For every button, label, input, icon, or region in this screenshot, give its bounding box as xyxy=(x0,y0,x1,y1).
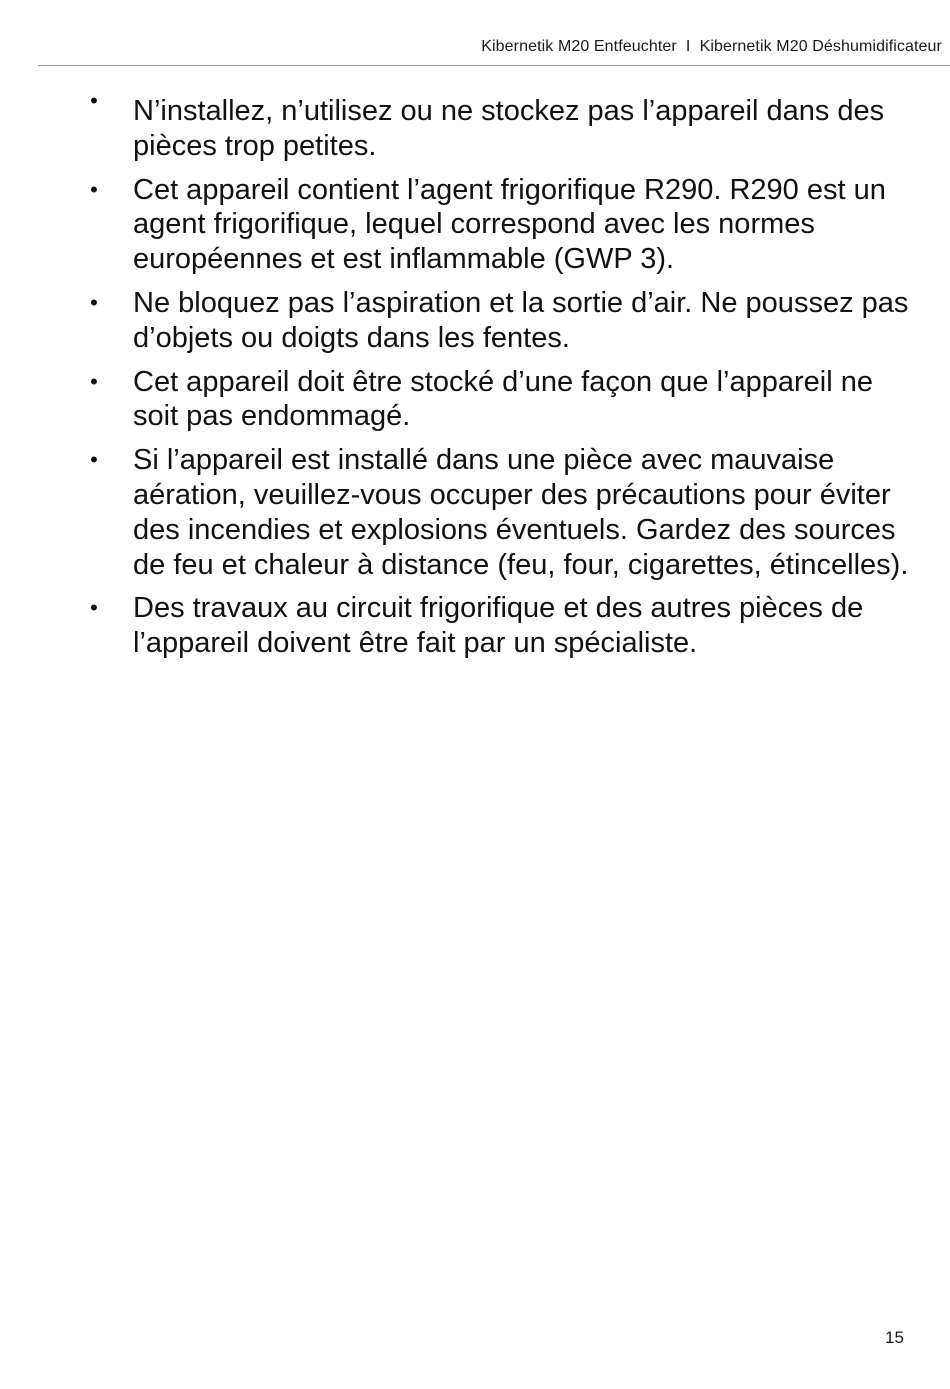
bullet-icon: • xyxy=(90,88,98,113)
bullet-text: Si l’appareil est installé dans une pièce avec mauvaise aération, veuillez-vous occuper des précautions pour éviter des incendies et explosions éventuels. Gardez des sources de feu et chaleur à distance (feu, four, cigarettes, étincelles). xyxy=(133,444,909,581)
header-divider xyxy=(38,65,950,66)
list-item xyxy=(0,173,950,277)
page-number: 15 xyxy=(885,1328,904,1347)
list-item xyxy=(0,286,950,356)
page-header: Kibernetik M20 Entfeuchter I Kibernetik M20 Déshumidificateur xyxy=(481,38,942,55)
bullet-icon: • xyxy=(90,368,98,394)
bullet-icon: • xyxy=(90,595,98,621)
safety-bullet-list xyxy=(0,88,950,670)
bullet-icon: • xyxy=(90,176,98,202)
list-item xyxy=(0,443,950,582)
list-item xyxy=(0,365,950,435)
bullet-text: N’installez, n’utilisez ou ne stockez pas l’appareil dans des pièces trop petites. xyxy=(133,95,885,162)
bullet-icon: • xyxy=(90,447,98,473)
bullet-text: Cet appareil contient l’agent frigorifique R290. R290 est un agent frigorifique, lequel correspond avec les normes européennes et est inflammable (GWP 3). xyxy=(133,173,886,276)
bullet-text: Ne bloquez pas l’aspiration et la sortie d’air. Ne poussez pas d’objets ou doigts dans les fentes. xyxy=(133,286,909,354)
bullet-icon: • xyxy=(90,289,98,315)
bullet-text: Des travaux au circuit frigorifique et des autres pièces de l’appareil doivent être fait par un spécialiste. xyxy=(133,592,864,660)
list-item xyxy=(0,591,950,661)
bullet-text: Cet appareil doit être stocké d’une façon que l’appareil ne soit pas endommagé. xyxy=(133,365,873,433)
list-item xyxy=(0,88,950,164)
